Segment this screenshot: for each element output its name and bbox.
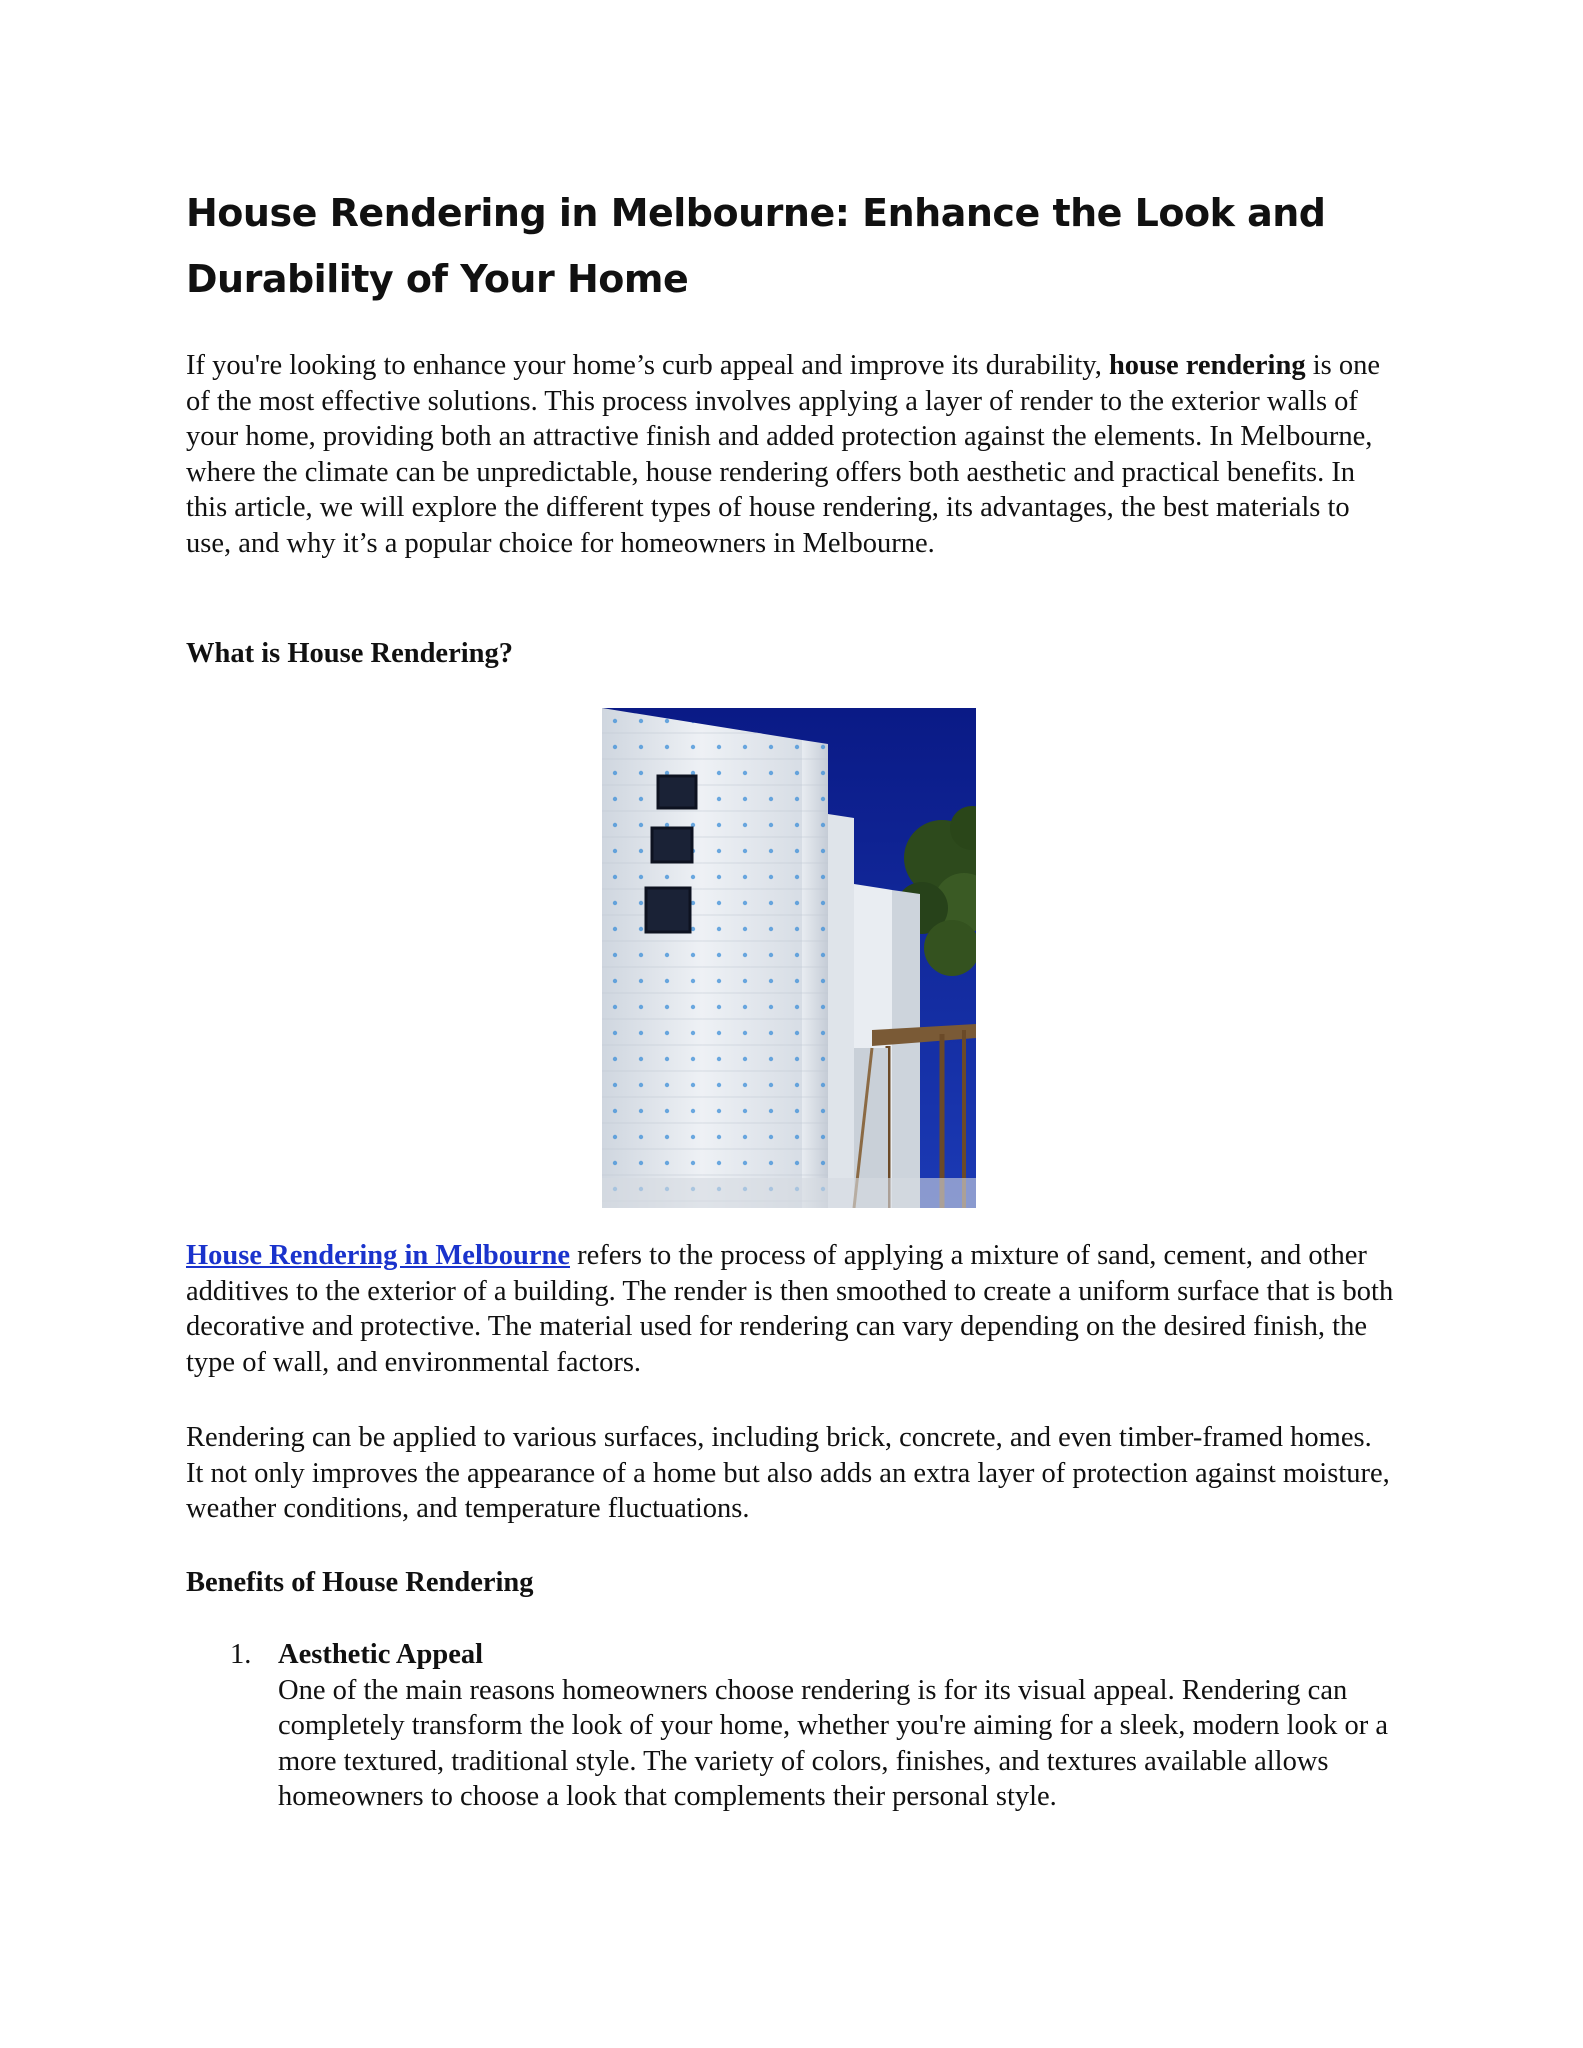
house-rendering-melbourne-link[interactable]: House Rendering in Melbourne xyxy=(186,1240,570,1271)
page-title: House Rendering in Melbourne: Enhance the Look and Durability of Your Home xyxy=(186,191,1326,301)
side-wall xyxy=(828,814,854,1208)
definition-text: refers to the process of applying a mixture of sand, cement, and other additives to the exterior of a building. The render is then smoothed to create a uniform surface that is both decorative and protective. The material used for rendering can vary depending on the desired finish, the type of wall, and environmental factors. xyxy=(186,1240,1394,1378)
intro-text-rest: is one of the most effective solutions. This process involves applying a layer of render to the exterior walls of your home, providing both an attractive finish and added protection against the elements. In Melbourne, where the climate can be unpredictable, house rendering offers both aesthetic and practical benefits. In this article, we will explore the different types of house rendering, its advantages, the best materials to use, and why it’s a popular choice for homeowners in Melbourne. xyxy=(186,350,1380,559)
section-heading-what-is: What is House Rendering? xyxy=(186,638,513,669)
list-item-title: Aesthetic Appeal xyxy=(278,1639,484,1670)
window-1 xyxy=(658,776,696,808)
list-item-text: One of the main reasons homeowners choose rendering is for its visual appeal. Rendering can completely transform the look of your home, whether you're aiming for a sleek, modern look or a more textured, traditional style. The variety of colors, finishes, and textures available allows homeowners to choose a look that complements their personal style. xyxy=(278,1674,1388,1812)
surfaces-paragraph: Rendering can be applied to various surfaces, including brick, concrete, and even timber-framed homes. It not only improves the appearance of a home but also adds an extra layer of protection against moisture, weather conditions, and temperature fluctuations. xyxy=(186,1422,1390,1524)
list-item-body xyxy=(278,1637,1398,1815)
window-3 xyxy=(646,888,690,932)
intro-paragraph xyxy=(186,348,1396,561)
house-rendering-photo xyxy=(602,708,976,1208)
list-item-number: 1. xyxy=(230,1639,252,1670)
intro-bold-term: house rendering xyxy=(1108,350,1306,381)
definition-paragraph xyxy=(186,1238,1396,1380)
intro-text-start: If you're looking to enhance your home’s curb appeal and improve its durability, xyxy=(186,350,1109,381)
section-heading-benefits: Benefits of House Rendering xyxy=(186,1567,534,1598)
window-2 xyxy=(652,828,692,862)
